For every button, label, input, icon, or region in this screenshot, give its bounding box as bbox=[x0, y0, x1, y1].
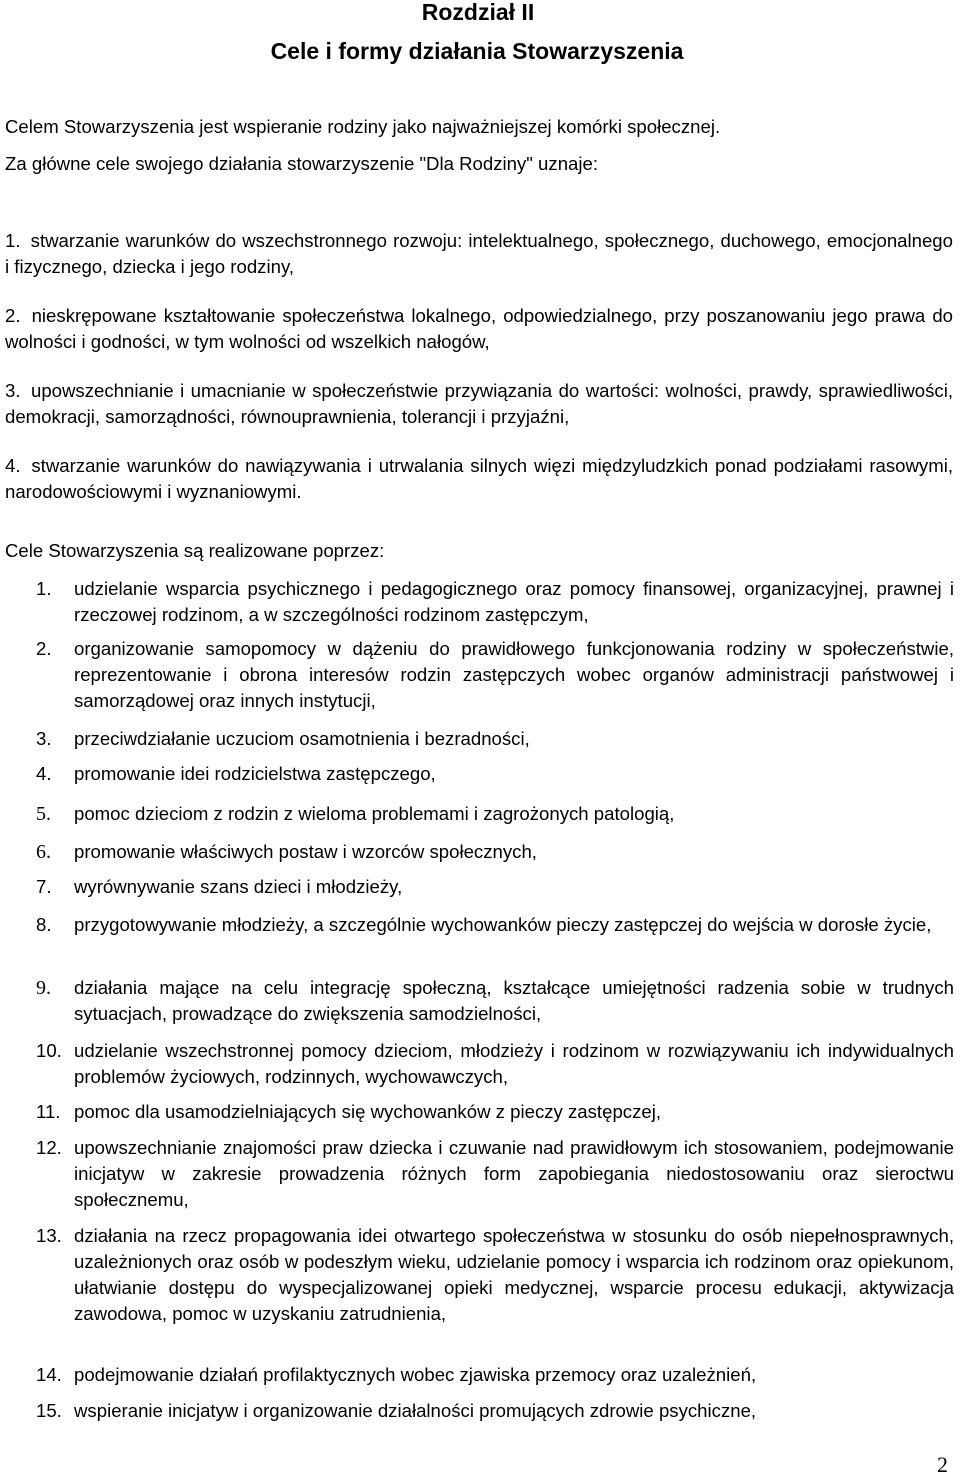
goal-item-3 bbox=[5, 378, 953, 430]
means-text: pomoc dla usamodzielniających się wychowanków z pieczy zastępczej, bbox=[74, 1101, 662, 1122]
goal-item-4 bbox=[5, 453, 953, 505]
means-number: 10. bbox=[36, 1040, 62, 1061]
means-text: promowanie właściwych postaw i wzorców społecznych, bbox=[74, 841, 537, 862]
means-text: udzielanie wszechstronnej pomocy dzieciom, młodzieży i rodzinom w rozwiązywaniu ich indywidualnych problemów życiowych, rodzinnych, wychowawczych, bbox=[74, 1040, 954, 1087]
means-text: wyrównywanie szans dzieci i młodzieży, bbox=[74, 876, 403, 897]
means-text: pomoc dzieciom z rodzin z wieloma problemami i zagrożonych patologią, bbox=[74, 803, 675, 824]
means-number: 1. bbox=[36, 578, 52, 599]
section-title: Cele i formy działania Stowarzyszenia bbox=[270, 38, 684, 64]
means-number: 11. bbox=[36, 1101, 61, 1122]
means-text: promowanie idei rodzicielstwa zastępczego, bbox=[74, 763, 436, 784]
means-number: 9. bbox=[36, 977, 51, 999]
means-number: 8. bbox=[36, 914, 52, 935]
means-number: 7. bbox=[36, 876, 52, 897]
means-text: organizowanie samopomocy w dążeniu do prawidłowego funkcjonowania rodziny w społeczeństwie, reprezentowanie i obrona interesów rodzin zastępczych wobec organów administracji państwowej i samorządowej oraz innych instytucji, bbox=[74, 638, 954, 711]
means-number: 3. bbox=[36, 728, 52, 749]
page-number: 2 bbox=[937, 1452, 948, 1477]
intro-line-1: Celem Stowarzyszenia jest wspieranie rodziny jako najważniejszej komórki społecznej. bbox=[5, 116, 721, 137]
means-text: działania mające na celu integrację społeczną, kształcące umiejętności radzenia sobie w trudnych sytuacjach, prowadzące do zwiększenia samodzielności, bbox=[74, 977, 954, 1024]
goal-item-2 bbox=[5, 303, 953, 355]
goal-text: stwarzanie warunków do wszechstronnego rozwoju: intelektualnego, społecznego, duchowego, emocjonalnego i fizycznego, dziecka i jego rodziny, bbox=[5, 230, 953, 277]
goal-item-1 bbox=[5, 228, 953, 280]
goal-number: 1. bbox=[5, 230, 21, 251]
goal-text: upowszechnianie i umacnianie w społeczeństwie przywiązania do wartości: wolności, prawdy, sprawiedliwości, demokracji, samorządności, równouprawnienia, tolerancji i przyjaźni, bbox=[5, 380, 953, 427]
goal-number: 4. bbox=[5, 455, 21, 476]
means-text: podejmowanie działań profilaktycznych wobec zjawiska przemocy oraz uzależnień, bbox=[74, 1364, 757, 1385]
means-number: 2. bbox=[36, 638, 52, 659]
goal-text: stwarzanie warunków do nawiązywania i utrwalania silnych więzi międzyludzkich ponad podziałami rasowymi, narodowościowymi i wyznaniowymi. bbox=[5, 455, 953, 502]
means-intro: Cele Stowarzyszenia są realizowane poprzez: bbox=[5, 540, 385, 561]
means-text: wspieranie inicjatyw i organizowanie działalności promujących zdrowie psychiczne, bbox=[74, 1400, 757, 1421]
means-number: 5. bbox=[36, 803, 51, 825]
means-text: przeciwdziałanie uczuciom osamotnienia i bezradności, bbox=[74, 728, 530, 749]
means-number: 14. bbox=[36, 1364, 62, 1385]
means-number: 6. bbox=[36, 841, 51, 863]
means-number: 12. bbox=[36, 1137, 62, 1158]
chapter-heading: Rozdział II bbox=[421, 0, 535, 25]
goal-text: nieskrępowane kształtowanie społeczeństwa lokalnego, odpowiedzialnego, przy poszanowaniu jego prawa do wolności i godności, w tym wolności od wszelkich nałogów, bbox=[5, 305, 953, 352]
means-number: 15. bbox=[36, 1400, 62, 1421]
goal-number: 3. bbox=[5, 380, 21, 401]
means-number: 13. bbox=[36, 1225, 62, 1246]
means-text: działania na rzecz propagowania idei otwartego społeczeństwa w stosunku do osób niepełnosprawnych, uzależnionych oraz osób w podeszłym wieku, udzielanie pomocy i wsparcia ich rodzinom oraz opiekunom, ułatwianie dostępu do wyspecjalizowanej opieki medycznej, wsparcie procesu edukacji, aktywizacja zawodowa, pomoc w uzyskaniu zatrudnienia, bbox=[74, 1225, 954, 1324]
goal-number: 2. bbox=[5, 305, 21, 326]
intro-line-2: Za główne cele swojego działania stowarzyszenie "Dla Rodziny" uznaje: bbox=[5, 153, 599, 174]
means-text: udzielanie wsparcia psychicznego i pedagogicznego oraz pomocy finansowej, organizacyjnej, prawnej i rzeczowej rodzinom, a w szczególności rodzinom zastępczym, bbox=[74, 578, 954, 625]
means-number: 4. bbox=[36, 763, 52, 784]
means-text: upowszechnianie znajomości praw dziecka i czuwanie nad prawidłowym ich stosowaniem, podejmowanie inicjatyw w zakresie prowadzenia różnych form zapobiegania niedostosowaniu oraz sieroctwu społecznemu, bbox=[74, 1137, 954, 1210]
means-text: przygotowywanie młodzieży, a szczególnie wychowanków pieczy zastępczej do wejścia w dorosłe życie, bbox=[74, 914, 932, 935]
